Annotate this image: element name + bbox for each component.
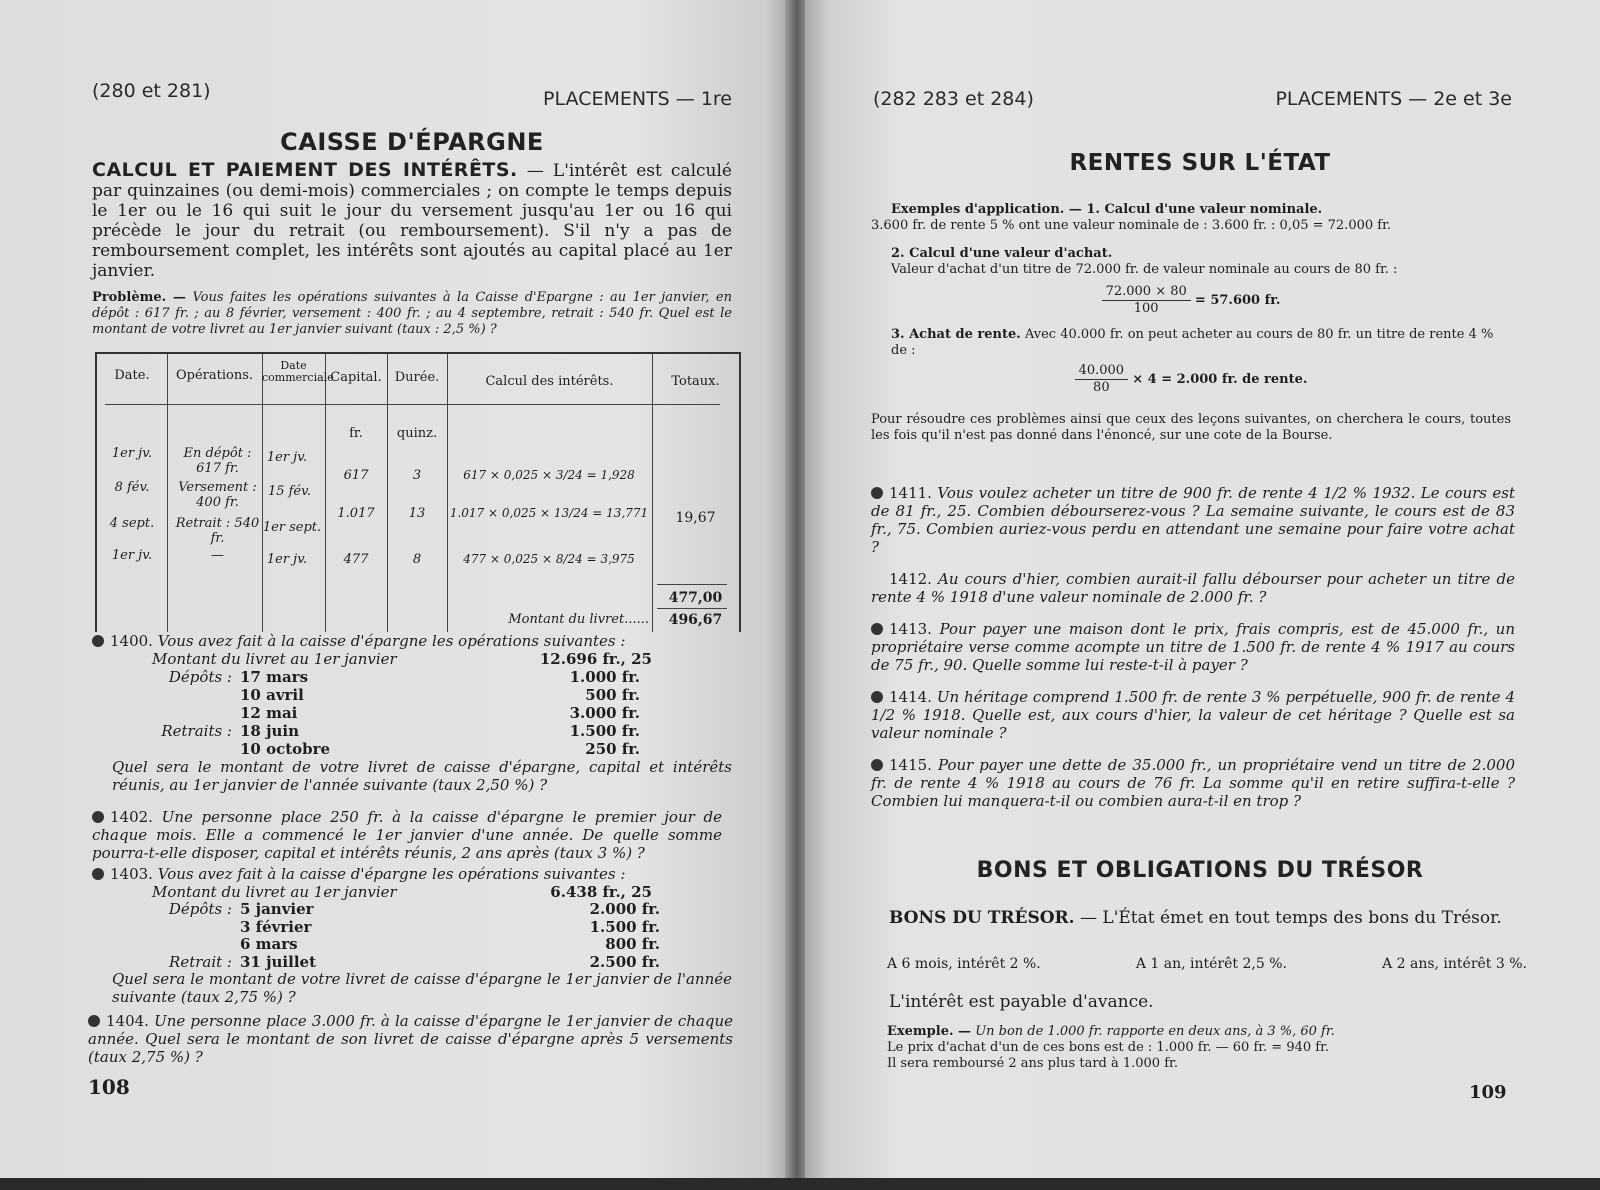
row3-duree: 8 xyxy=(412,552,422,567)
row3-calc: 477 × 0,025 × 8/24 = 3,975 xyxy=(463,552,635,566)
ex1412-text: Au cours d'hier, combien aurait-il fallu débourser pour acheter un titre de rente 4 % 1918 d'une valeur nominale de 2.000 fr. ? xyxy=(871,570,1515,606)
ex1403-line1-label: Dépôts : xyxy=(168,900,232,918)
exemple-line2: Le prix d'achat d'un de ces bons est de : 1.000 fr. — 60 fr. = 940 fr. xyxy=(887,1040,1330,1055)
bullet-icon xyxy=(871,623,883,635)
ex1403-line0-label: Montant du livret au 1er janvier xyxy=(152,882,397,901)
row2-calc: 1.017 × 0,025 × 13/24 = 13,771 xyxy=(449,506,649,520)
rate-1-an: A 1 an, intérêt 2,5 %. xyxy=(1135,956,1287,972)
problem-statement xyxy=(92,290,732,338)
ex1403-line3-item: 6 mars xyxy=(240,935,298,953)
bullet-icon xyxy=(871,487,883,499)
th-capital: Capital. xyxy=(330,370,382,385)
exemple-label: Exemple. — xyxy=(887,1024,972,1039)
example1-line: 3.600 fr. de rente 5 % ont une valeur nominale de : 3.600 fr. : 0,05 = 72.000 fr. xyxy=(871,218,1391,233)
th-date-commerciale: Date commerciale xyxy=(262,359,334,384)
exercises-rentes xyxy=(871,484,1515,810)
row2-date: 8 fév. xyxy=(114,480,150,495)
th-operations: Opérations. xyxy=(175,368,254,383)
bullet-icon xyxy=(92,635,104,647)
ex1400-line0-label: Montant du livret au 1er janvier xyxy=(152,650,397,668)
ex1400-question: Quel sera le montant de votre livret de caisse d'épargne, capital et intérêts réunis, au 1er janvier de l'année suivante (taux 2,50 %) ? xyxy=(112,758,732,794)
row3-capital: 477 xyxy=(343,552,369,567)
ex1403-line2-amount: 1.500 fr. xyxy=(589,917,660,936)
ex1402-number: 1402. xyxy=(110,808,153,826)
exemple-text: Un bon de 1.000 fr. rapporte en deux ans, à 3 %, 60 fr. xyxy=(975,1024,1335,1039)
intro-paragraph xyxy=(92,160,732,281)
bons-du-tresor xyxy=(871,908,1511,929)
ex1400-line5-amount: 250 fr. xyxy=(585,740,640,758)
right-page xyxy=(805,0,1600,1178)
right-header-ref: (282 283 et 284) xyxy=(873,88,1034,110)
exercise-1411 xyxy=(871,484,1515,556)
ex1411-text: Vous voulez acheter un titre de 900 fr. de rente 4 1/2 % 1932. Le cours est de 81 fr., 25. Combien débourserez-vous ? La semaine suivante, le cours est de 83 fr., 75. Combien auriez-vous perdu en attendant une semaine pour faire votre achat ? xyxy=(871,484,1515,556)
exercise-1402 xyxy=(92,808,722,862)
example2-formula xyxy=(871,284,1511,317)
right-page-number: 109 xyxy=(1469,1082,1507,1103)
bullet-icon xyxy=(871,691,883,703)
row1-capital: 617 xyxy=(343,468,369,483)
ex1403-line4-label: Retrait : xyxy=(169,952,232,971)
row1-dc: 1er jv. xyxy=(266,450,308,465)
ex1400-line1-amount: 1.000 fr. xyxy=(569,668,640,686)
ex1403-line1-amount: 2.000 fr. xyxy=(589,900,660,918)
rate-2-ans: A 2 ans, intérêt 3 %. xyxy=(1382,956,1527,972)
ex1400-line3-item: 12 mai xyxy=(240,704,298,722)
left-page-number: 108 xyxy=(88,1075,130,1099)
ex1403-intro: Vous avez fait à la caisse d'épargne les opérations suivantes : xyxy=(157,865,626,883)
th-totaux: Totaux. xyxy=(671,374,720,389)
montant-total: 496,67 xyxy=(668,612,723,628)
bullet-icon xyxy=(92,811,104,823)
th-calcul: Calcul des intérêts. xyxy=(485,374,614,389)
row4-dc: 1er jv. xyxy=(266,552,308,567)
row2-dc: 15 fév. xyxy=(267,484,312,499)
example2-result: = 57.600 fr. xyxy=(1194,293,1281,308)
ex1400-line4-label: Retraits : xyxy=(161,722,232,740)
row3-date: 4 sept. xyxy=(109,516,155,531)
ex1403-line3-amount: 800 fr. xyxy=(605,935,660,953)
interest-table xyxy=(95,352,741,632)
ex1415-number: 1415. xyxy=(889,756,932,774)
row3-op: Retrait : 540 fr. xyxy=(175,516,260,546)
page-bottom-edge xyxy=(0,1178,1600,1190)
ex1412-number: 1412. xyxy=(889,570,932,588)
problem-label: Problème. — xyxy=(92,290,186,305)
bullet-icon xyxy=(88,1015,100,1027)
example2-line: Valeur d'achat d'un titre de 72.000 fr. de valeur nominale au cours de 80 fr. : xyxy=(891,262,1398,277)
row1-date: 1er jv. xyxy=(111,446,153,461)
row2-capital: 1.017 xyxy=(337,506,375,521)
row4-op: — xyxy=(211,548,224,563)
ex1400-line2-item: 10 avril xyxy=(240,686,304,704)
exemple-line3: Il sera remboursé 2 ans plus tard à 1.000 fr. xyxy=(887,1056,1178,1071)
bons-text: — L'État émet en tout temps des bons du Trésor. xyxy=(1080,908,1502,928)
row1-calc: 617 × 0,025 × 3/24 = 1,928 xyxy=(463,468,635,482)
ex1413-text: Pour payer une maison dont le prix, frais compris, est de 45.000 fr., un propriétaire verse comme acompte un titre de 1.500 fr. de rente 4 % 1917 au cours de 75 fr., 90. Quelle somme lui reste-t-il à payer ? xyxy=(871,620,1515,674)
right-title: RENTES SUR L'ÉTAT xyxy=(1069,150,1331,176)
ex1414-text: Un héritage comprend 1.500 fr. de rente 3 % perpétuelle, 900 fr. de rente 4 1/2 % 1918. Quelle est, aux cours d'hier, la valeur de cet héritage ? Quelle est sa valeur nominale ? xyxy=(871,688,1515,742)
ex1403-line4-amount: 2.500 fr. xyxy=(589,952,660,971)
left-header-ref: (280 et 281) xyxy=(92,80,211,102)
exercise-1403 xyxy=(92,866,732,1006)
ex1403-line3-label xyxy=(92,936,240,954)
example3 xyxy=(871,327,1511,359)
ex1400-intro: Vous avez fait à la caisse d'épargne les opérations suivantes : xyxy=(157,632,626,650)
ex1400-line3-amount: 3.000 fr. xyxy=(569,704,640,722)
left-page xyxy=(0,0,790,1178)
ex1400-line0-amount: 12.696 fr., 25 xyxy=(539,650,652,668)
ex1413-number: 1413. xyxy=(889,620,932,638)
ex1404-number: 1404. xyxy=(106,1012,149,1030)
left-title: CAISSE D'ÉPARGNE xyxy=(280,128,544,156)
ex1403-question: Quel sera le montant de votre livret de caisse d'épargne le 1er janvier de l'année suivante (taux 2,75 %) ? xyxy=(112,970,732,1006)
ex1400-line2-amount: 500 fr. xyxy=(585,686,640,704)
ex1403-line2-label xyxy=(92,919,240,937)
ex1403-line1-item: 5 janvier xyxy=(240,900,314,918)
th-date: Date. xyxy=(114,368,150,383)
row2-duree: 13 xyxy=(408,506,426,521)
exercise-1412 xyxy=(871,570,1515,606)
interest-payable-note: L'intérêt est payable d'avance. xyxy=(889,992,1154,1012)
example3-formula xyxy=(871,363,1511,396)
example2-denominator: 100 xyxy=(1133,301,1159,316)
ex1403-line2-item: 3 février xyxy=(240,917,312,936)
unit-fr: fr. xyxy=(349,426,363,441)
ex1400-line1-item: 17 mars xyxy=(240,668,309,686)
exercise-1414 xyxy=(871,688,1515,742)
ex1400-line2-label xyxy=(92,686,240,704)
row4-date: 1er jv. xyxy=(111,548,153,563)
exercise-1404 xyxy=(88,1012,733,1066)
th-duree: Durée. xyxy=(394,370,440,385)
bourse-note: Pour résoudre ces problèmes ainsi que ceux des leçons suivantes, on cherchera le cours, toutes les fois qu'il n'est pas donné dans l'énoncé, sur une cote de la Bourse. xyxy=(871,412,1511,443)
ex1400-line4-amount: 1.500 fr. xyxy=(569,722,640,740)
row1-op: En dépôt : 617 fr. xyxy=(183,446,252,476)
example3-title: 3. Achat de rente. xyxy=(891,327,1021,342)
exercise-1415 xyxy=(871,756,1515,810)
bullet-icon xyxy=(871,759,883,771)
montant-label: Montant du livret...... xyxy=(508,612,649,627)
examples-label: Exemples d'application. — 1. Calcul d'une valeur nominale. xyxy=(891,202,1323,217)
example3-numerator: 40.000 xyxy=(1075,363,1129,380)
exercise-1400 xyxy=(92,632,732,794)
ex1415-text: Pour payer une dette de 35.000 fr., un propriétaire vend un titre de 2.000 fr. de rente 4 % 1918 au cours de 76 fr. La somme qu'il en retire suffira-t-elle ? Combien lui manquera-t-il ou combien aura-t-il en trop ? xyxy=(871,756,1515,810)
example3-result: × 4 = 2.000 fr. de rente. xyxy=(1132,372,1308,387)
ex1400-line1-label: Dépôts : xyxy=(168,668,232,686)
ex1402-text: Une personne place 250 fr. à la caisse d'épargne le premier jour de chaque mois. Elle a commencé le 1er janvier d'une année. De quelle somme pourra-t-elle disposer, capital et intérêts réunis, 2 ans après (taux 3 %) ? xyxy=(92,808,722,862)
section-title: CALCUL ET PAIEMENT DES INTÉRÊTS. xyxy=(92,159,518,181)
row3-dc: 1er sept. xyxy=(262,520,322,535)
example3-denominator: 80 xyxy=(1093,380,1110,395)
intro-text: — L'intérêt est calculé par quinzaines (ou demi-mois) commerciales ; on compte le temps depuis le 1er ou le 16 qui suit le jour du versement jusqu'au 1er ou 16 qui précède le jour du retrait (ou remboursement). S'il n'y a pas de remboursement complet, les intérêts sont ajoutés au capital placé au 1er janvier. xyxy=(92,161,732,281)
ex1403-line4-item: 31 juillet xyxy=(240,952,316,971)
ex1400-line3-label xyxy=(92,704,240,722)
ex1404-text: Une personne place 3.000 fr. à la caisse d'épargne le 1er janvier de chaque année. Quel sera le montant de son livret de caisse d'épargne après 5 versements (taux 2,75 %) ? xyxy=(88,1012,733,1066)
row2-op: Versement : 400 fr. xyxy=(178,480,257,510)
ex1400-line4-item: 18 juin xyxy=(240,722,300,740)
ex1400-line5-item: 10 octobre xyxy=(240,740,331,758)
interest-total: 19,67 xyxy=(675,510,716,526)
application-examples xyxy=(871,202,1511,444)
unit-quinz: quinz. xyxy=(396,426,438,441)
right-header-section: PLACEMENTS — 2e et 3e xyxy=(1275,88,1512,110)
ex1403-number: 1403. xyxy=(110,865,153,883)
ex1414-number: 1414. xyxy=(889,688,932,706)
example2-title: 2. Calcul d'une valeur d'achat. xyxy=(891,246,1113,261)
right-title-2: BONS ET OBLIGATIONS DU TRÉSOR xyxy=(976,858,1424,883)
bons-example xyxy=(887,1024,1527,1072)
left-header-section: PLACEMENTS — 1re xyxy=(543,88,732,110)
ex1400-line5-label xyxy=(92,740,240,758)
row1-duree: 3 xyxy=(412,468,422,483)
exercise-1413 xyxy=(871,620,1515,674)
example3-line: Avec 40.000 fr. on peut acheter au cours de 80 fr. un titre de rente 4 % de : xyxy=(891,327,1494,358)
bons-label: BONS DU TRÉSOR. xyxy=(889,908,1075,928)
capital-total: 477,00 xyxy=(668,590,723,606)
ex1411-number: 1411. xyxy=(889,484,932,502)
rate-6-mois: A 6 mois, intérêt 2 %. xyxy=(887,956,1041,972)
example2-numerator: 72.000 × 80 xyxy=(1102,284,1191,301)
rates-row xyxy=(887,956,1527,972)
bullet-icon xyxy=(92,868,104,880)
ex1400-number: 1400. xyxy=(110,632,153,650)
problem-text: Vous faites les opérations suivantes à la Caisse d'Epargne : au 1er janvier, en dépôt : 617 fr. ; au 8 février, versement : 400 fr. ; au 4 septembre, retrait : 540 fr. Quel est le montant de votre livret au 1er janvier suivant (taux : 2,5 %) ? xyxy=(92,290,732,337)
ex1403-line0-amount: 6.438 fr., 25 xyxy=(550,882,652,901)
